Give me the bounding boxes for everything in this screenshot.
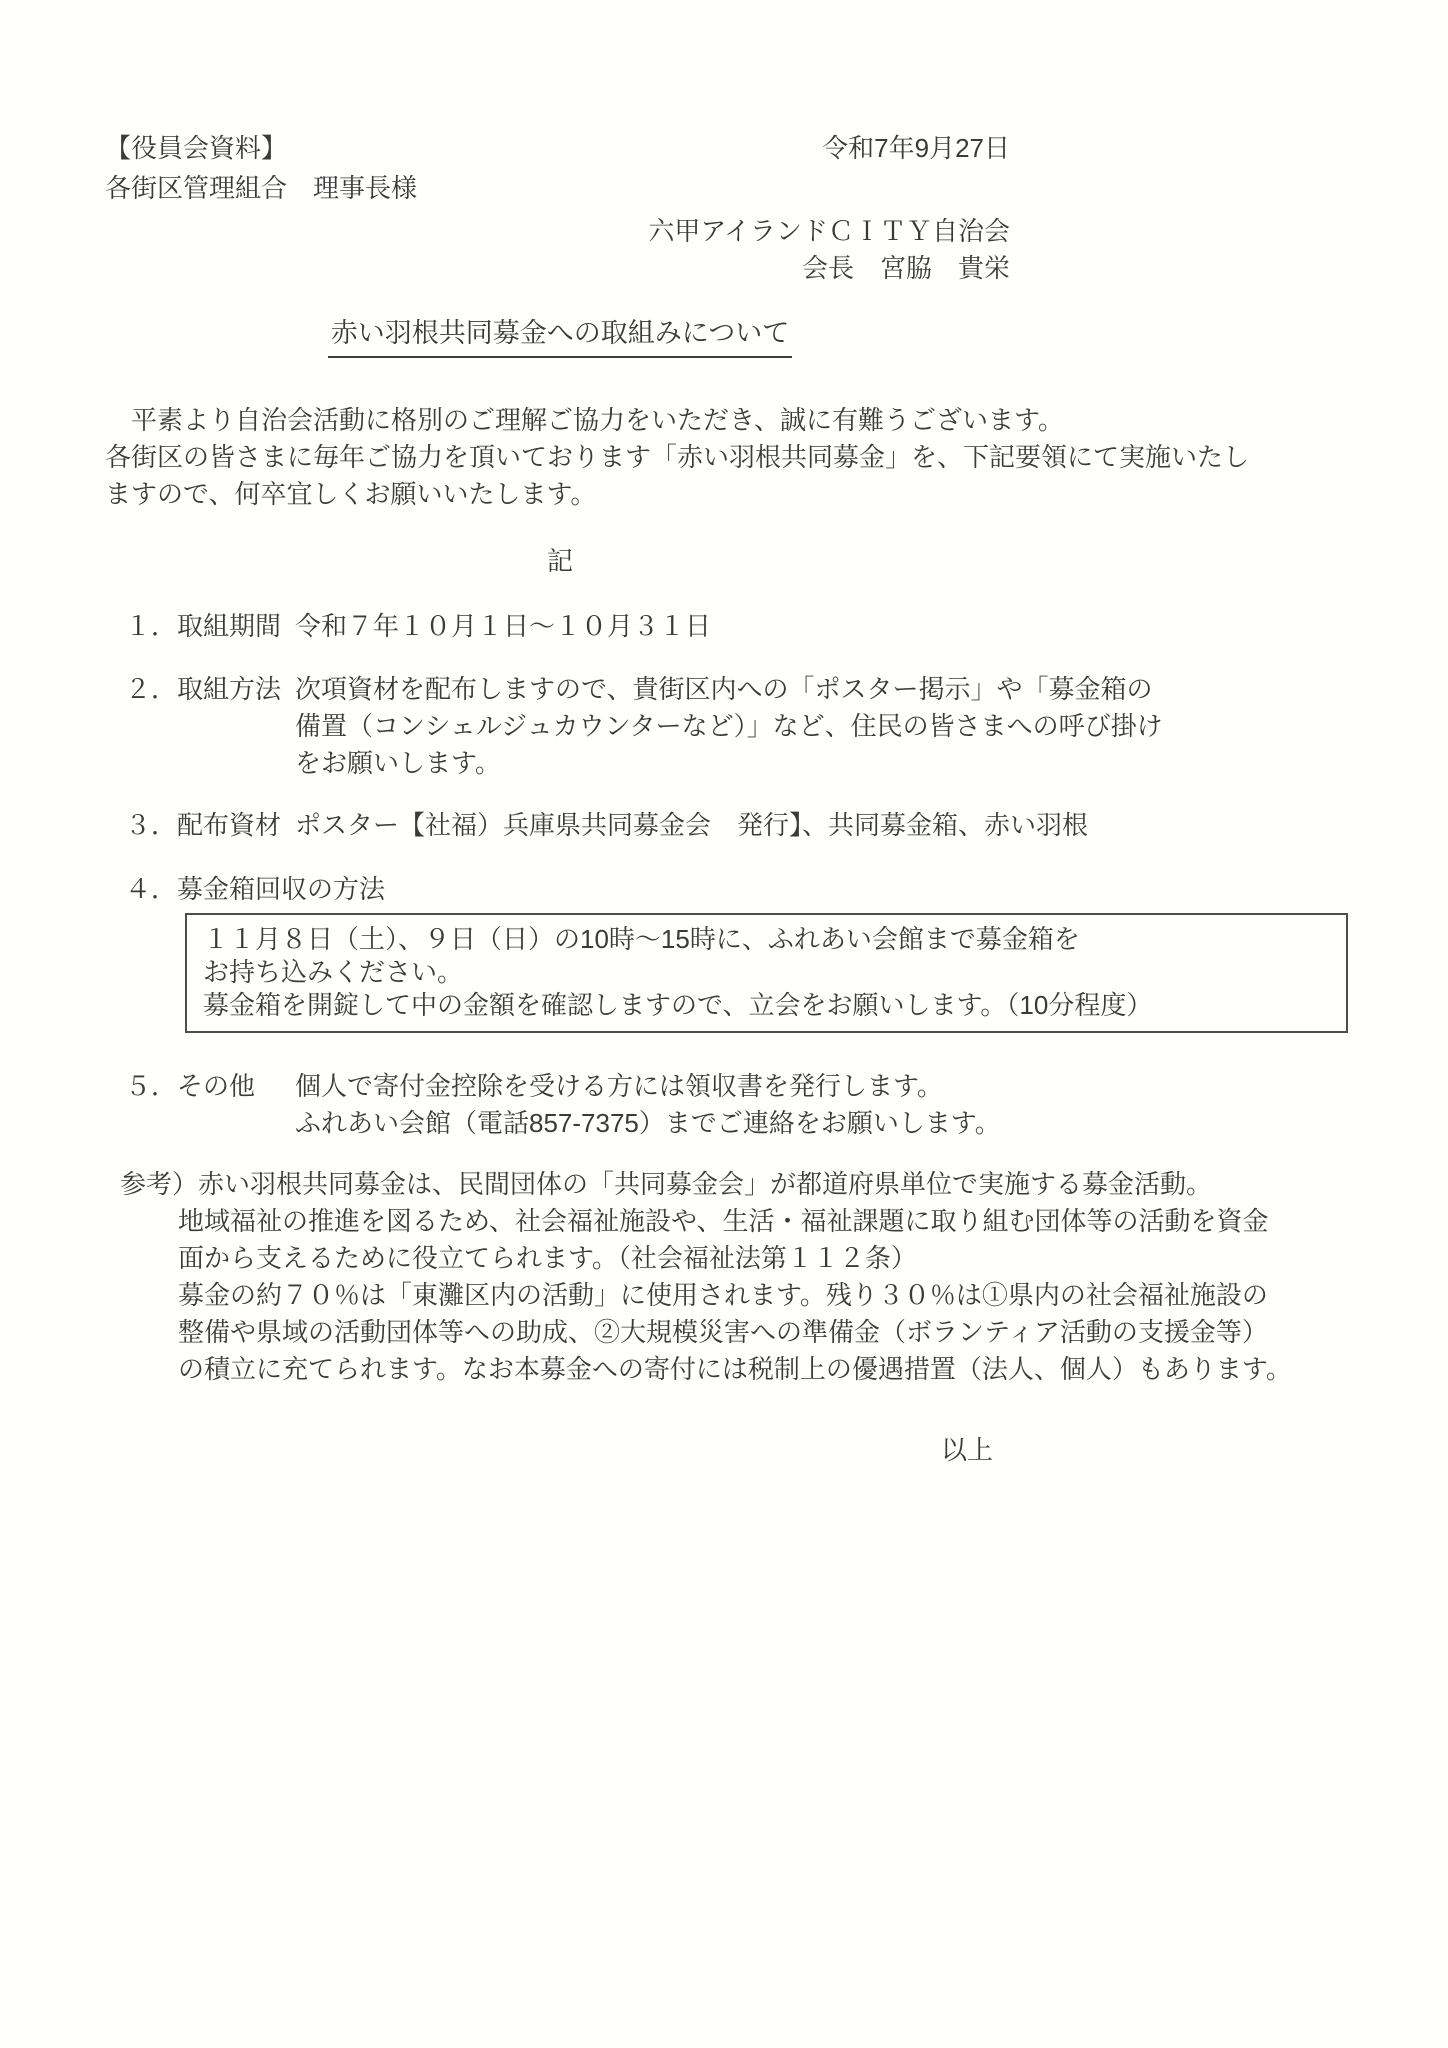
item-line: ふれあい会館（電話857-7375）までご連絡をお願いします。 [295, 1108, 1001, 1138]
item-line: 令和７年１０月１日～１０月３１日 [295, 611, 712, 641]
reference-label: 参考） [120, 1169, 199, 1199]
item-content [295, 1068, 1348, 1142]
item-heading: ４．募金箱回収の方法 [125, 874, 386, 904]
reference-section [120, 1166, 1348, 1388]
box-line: お持ち込みください。 [203, 957, 464, 987]
list-item-method [125, 671, 1348, 782]
items-list [105, 608, 1348, 1142]
intro-line: 平素より自治会活動に格別のご理解ご協力をいただき、誠に有難うございます。 [105, 405, 1064, 435]
item-heading: ２．取組方法 [125, 674, 282, 704]
title-block [105, 313, 1015, 358]
list-item-collection [125, 871, 1348, 1033]
reference-line: 赤い羽根共同募金は、民間団体の「共同募金会」が都道府県単位で実施する募金活動。 [198, 1169, 1213, 1199]
sender-name: 会長 宮脇 貴栄 [801, 253, 1010, 283]
intro-paragraph [105, 402, 1348, 513]
item-line: 次項資材を配布しますので、貴街区内への「ポスター掲示」や「募金箱の [295, 674, 1153, 704]
item-line: 備置（コンシェルジュカウンターなど）」など、住民の皆さまへの呼び掛け [295, 711, 1163, 741]
doc-date: 令和7年9月27日 [822, 133, 1010, 163]
document-title: 赤い羽根共同募金への取組みについて [328, 313, 792, 358]
reference-line: 地域福祉の推進を図るため、社会福祉施設や、生活・福祉課題に取り組む団体等の活動を資金 [178, 1206, 1269, 1236]
document-header [105, 130, 1348, 167]
collection-info-box [185, 913, 1348, 1033]
record-marker: 記 [546, 546, 573, 576]
item-heading: ３．配布資材 [125, 810, 282, 840]
item-line: 個人で寄付金控除を受ける方には領収書を発行します。 [295, 1071, 943, 1101]
reference-first-line [120, 1166, 1348, 1203]
box-line: 募金箱を開錠して中の金額を確認しますので、立会をお願いします。（10分程度） [203, 990, 1153, 1020]
item-line: ポスター【社福）兵庫県共同募金会 発行】、共同募金箱、赤い羽根 [295, 810, 1089, 840]
intro-line: ますので、何卒宜しくお願いいたします。 [105, 479, 597, 509]
recipient-line: 各街区管理組合 理事長様 [105, 173, 418, 203]
item-heading: １．取組期間 [125, 611, 282, 641]
item-line: をお願いします。 [295, 748, 501, 778]
sender-org: 六甲アイランドＣＩＴＹ自治会 [648, 216, 1010, 246]
reference-line: 整備や県域の活動団体等への助成、②大規模災害への準備金（ボランティア活動の支援金等） [178, 1317, 1268, 1347]
doc-type-label: 【役員会資料】 [105, 133, 288, 163]
intro-line: 各街区の皆さまに毎年ご協力を頂いております「赤い羽根共同募金」を、下記要領にて実施いたし [105, 442, 1250, 472]
reference-body [178, 1203, 1348, 1388]
list-item-other [125, 1068, 1348, 1142]
reference-line: 面から支えるために役立てられます。（社会福祉法第１１２条） [178, 1243, 917, 1273]
item-content [295, 608, 1348, 645]
item-heading: ５．その他 [125, 1071, 256, 1101]
reference-line: の積立に充てられます。なお本募金への寄付には税制上の優遇措置（法人、個人）もあります。 [178, 1354, 1292, 1384]
list-item-materials [125, 807, 1348, 844]
item-content [295, 807, 1348, 844]
box-line: １１月８日（土）、９日（日）の10時～15時に、ふれあい会館まで募金箱を [203, 924, 1080, 954]
list-item-period [125, 608, 1348, 645]
closing-marker: 以上 [940, 1435, 993, 1465]
item-content [295, 671, 1348, 782]
reference-line: 募金の約７０％は「東灘区内の活動」に使用されます。残り３０％は①県内の社会福祉施設の [178, 1280, 1268, 1310]
